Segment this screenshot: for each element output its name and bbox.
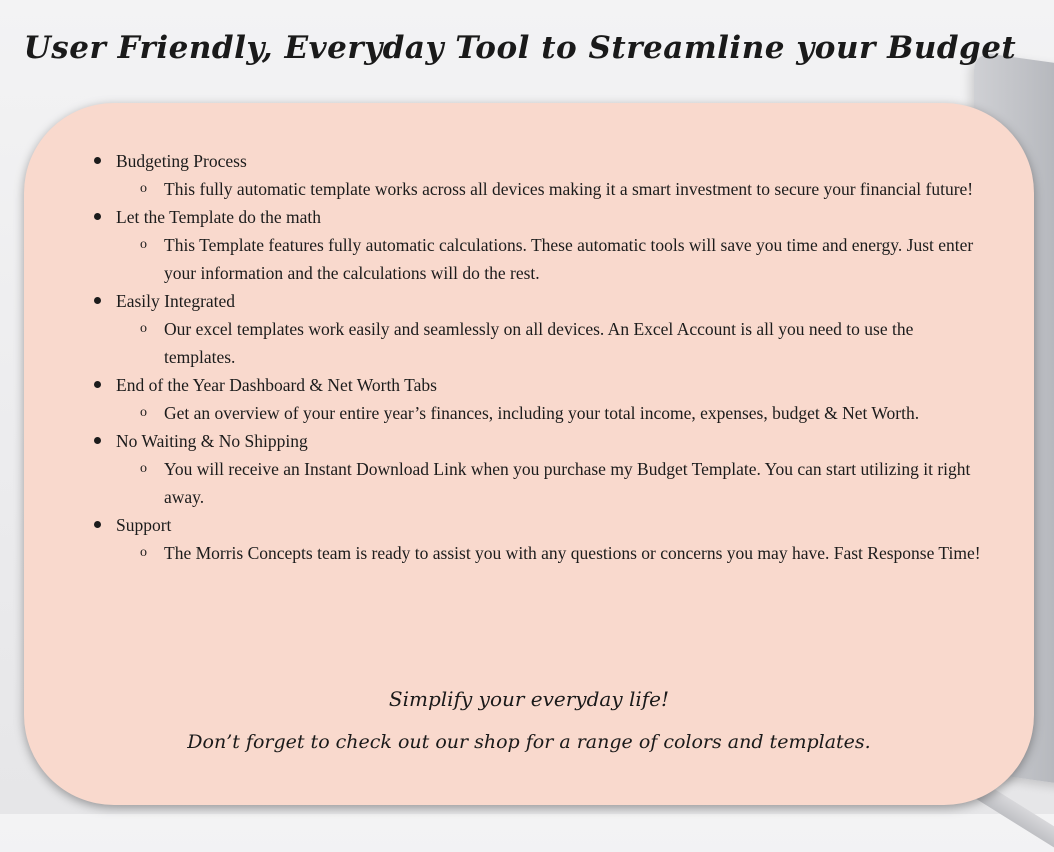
- feature-item: [92, 427, 986, 511]
- feature-item: [92, 147, 986, 203]
- feature-detail: Get an overview of your entire year’s finances, including your total income, expenses, budget & Net Worth.: [164, 403, 920, 423]
- feature-detail-item: [140, 455, 986, 511]
- feature-detail-list: [116, 399, 986, 427]
- feature-detail-item: [140, 539, 986, 567]
- tagline: Simplify your everyday life!: [388, 687, 670, 711]
- feature-heading: Budgeting Process: [116, 151, 247, 171]
- feature-detail-item: [140, 399, 986, 427]
- feature-detail-item: [140, 231, 986, 287]
- feature-card: [24, 103, 1034, 805]
- feature-detail-list: [116, 539, 986, 567]
- sub-bullet-icon: o: [140, 237, 147, 252]
- feature-detail: The Morris Concepts team is ready to assist you with any questions or concerns you may have. Fast Response Time!: [164, 543, 981, 563]
- feature-list: [92, 147, 986, 567]
- feature-item: [92, 287, 986, 371]
- sub-bullet-icon: o: [140, 461, 147, 476]
- feature-detail-list: [116, 231, 986, 287]
- feature-heading: No Waiting & No Shipping: [116, 431, 308, 451]
- page-title: User Friendly, Everyday Tool to Streamline your Budget: [23, 30, 1017, 66]
- feature-detail: Our excel templates work easily and seamlessly on all devices. An Excel Account is all you need to use the templates.: [164, 319, 914, 367]
- feature-heading: Easily Integrated: [116, 291, 236, 311]
- feature-detail-list: [116, 455, 986, 511]
- feature-item: [92, 511, 986, 567]
- feature-detail-item: [140, 175, 986, 203]
- shop-note: Don’t forget to check out our shop for a range of colors and templates.: [187, 731, 871, 753]
- feature-detail-list: [116, 315, 986, 371]
- sub-bullet-icon: o: [140, 405, 147, 420]
- feature-detail-list: [116, 175, 986, 203]
- feature-detail-item: [140, 315, 986, 371]
- feature-item: [92, 203, 986, 287]
- sub-bullet-icon: o: [140, 321, 147, 336]
- feature-heading: Let the Template do the math: [116, 207, 321, 227]
- feature-detail: You will receive an Instant Download Link when you purchase my Budget Template. You can start utilizing it right away.: [164, 459, 971, 507]
- feature-detail: This Template features fully automatic calculations. These automatic tools will save you time and energy. Just enter your information and the calculations will do the rest.: [164, 235, 974, 283]
- sub-bullet-icon: o: [140, 181, 147, 196]
- feature-heading: End of the Year Dashboard & Net Worth Tabs: [116, 375, 437, 395]
- feature-detail: This fully automatic template works across all devices making it a smart investment to secure your financial future!: [164, 179, 974, 199]
- feature-heading: Support: [116, 515, 172, 535]
- sub-bullet-icon: o: [140, 545, 147, 560]
- feature-item: [92, 371, 986, 427]
